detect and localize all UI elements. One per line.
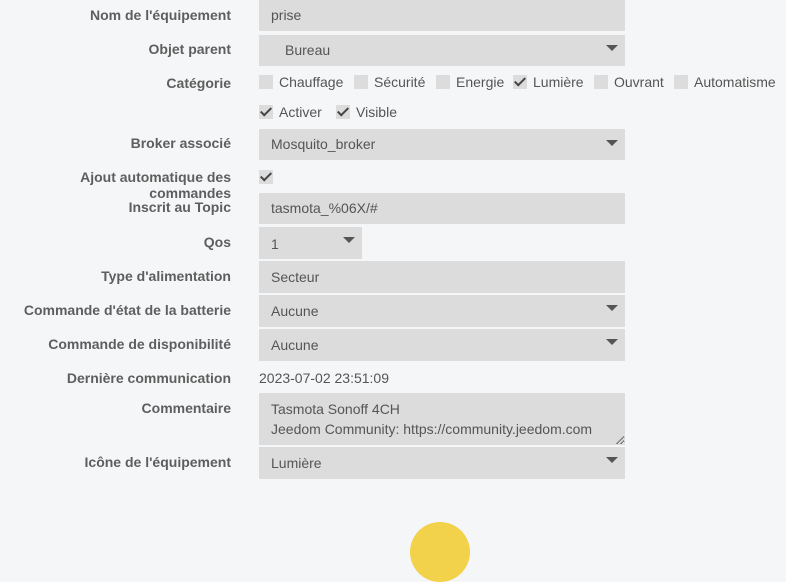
power-label: Type d'alimentation bbox=[101, 268, 231, 284]
activate-checkbox[interactable] bbox=[259, 105, 273, 119]
category-label-energie: Energie bbox=[456, 74, 505, 90]
chevron-down-icon bbox=[606, 140, 618, 146]
chevron-down-icon bbox=[606, 45, 618, 51]
power-input[interactable]: Secteur bbox=[259, 261, 625, 293]
last-comm-value: 2023-07-02 23:51:09 bbox=[259, 370, 389, 386]
broker-select-value: Mosquito_broker bbox=[271, 136, 376, 152]
chevron-down-icon bbox=[606, 457, 618, 463]
category-checkbox-chauffage[interactable] bbox=[259, 75, 273, 89]
category-label-lumiere: Lumière bbox=[533, 74, 584, 90]
visible-checkbox[interactable] bbox=[336, 105, 350, 119]
icon-select[interactable] bbox=[259, 447, 625, 479]
icon-select-value: Lumière bbox=[271, 455, 322, 471]
availability-cmd-value: Aucune bbox=[271, 337, 319, 353]
qos-label: Qos bbox=[203, 234, 231, 250]
equipment-icon-preview bbox=[410, 522, 470, 582]
name-input[interactable]: prise bbox=[259, 0, 625, 31]
broker-label: Broker associé bbox=[130, 135, 231, 151]
broker-select[interactable] bbox=[259, 129, 625, 160]
category-label: Catégorie bbox=[166, 75, 231, 91]
icon-label: Icône de l'équipement bbox=[84, 454, 231, 470]
category-checkbox-energie[interactable] bbox=[436, 75, 450, 89]
battery-cmd-label: Commande d'état de la batterie bbox=[23, 302, 231, 318]
category-checkbox-ouvrant[interactable] bbox=[594, 75, 608, 89]
auto-add-checkbox[interactable] bbox=[259, 170, 273, 184]
parent-label: Objet parent bbox=[148, 41, 231, 57]
category-checkbox-securite[interactable] bbox=[354, 75, 368, 89]
qos-select[interactable] bbox=[259, 227, 362, 259]
category-label-ouvrant: Ouvrant bbox=[614, 74, 664, 90]
chevron-down-icon bbox=[606, 305, 618, 311]
activate-label: Activer bbox=[279, 104, 322, 120]
category-checkbox-lumiere[interactable] bbox=[513, 75, 527, 89]
category-label-securite: Sécurité bbox=[374, 74, 426, 90]
resize-handle-icon[interactable] bbox=[616, 436, 624, 444]
category-checkbox-automatisme[interactable] bbox=[674, 75, 688, 89]
category-label-automatisme: Automatisme bbox=[694, 74, 776, 90]
battery-cmd-select[interactable] bbox=[259, 295, 625, 327]
parent-select[interactable] bbox=[259, 35, 625, 66]
availability-cmd-select[interactable] bbox=[259, 329, 625, 361]
qos-select-value: 1 bbox=[271, 236, 279, 252]
auto-add-label: Ajout automatique des commandes bbox=[80, 169, 231, 201]
comment-label: Commentaire bbox=[141, 400, 231, 416]
availability-cmd-label: Commande de disponibilité bbox=[48, 336, 231, 352]
battery-cmd-value: Aucune bbox=[271, 303, 319, 319]
name-label: Nom de l'équipement bbox=[89, 7, 231, 23]
topic-input[interactable]: tasmota_%06X/# bbox=[259, 193, 625, 224]
parent-select-value: Bureau bbox=[285, 42, 331, 58]
topic-label: Inscrit au Topic bbox=[128, 199, 231, 215]
category-label-chauffage: Chauffage bbox=[279, 74, 344, 90]
comment-textarea[interactable] bbox=[259, 393, 625, 445]
chevron-down-icon bbox=[606, 339, 618, 345]
visible-label: Visible bbox=[356, 104, 397, 120]
last-comm-label: Dernière communication bbox=[66, 370, 231, 386]
chevron-down-icon bbox=[343, 237, 355, 243]
